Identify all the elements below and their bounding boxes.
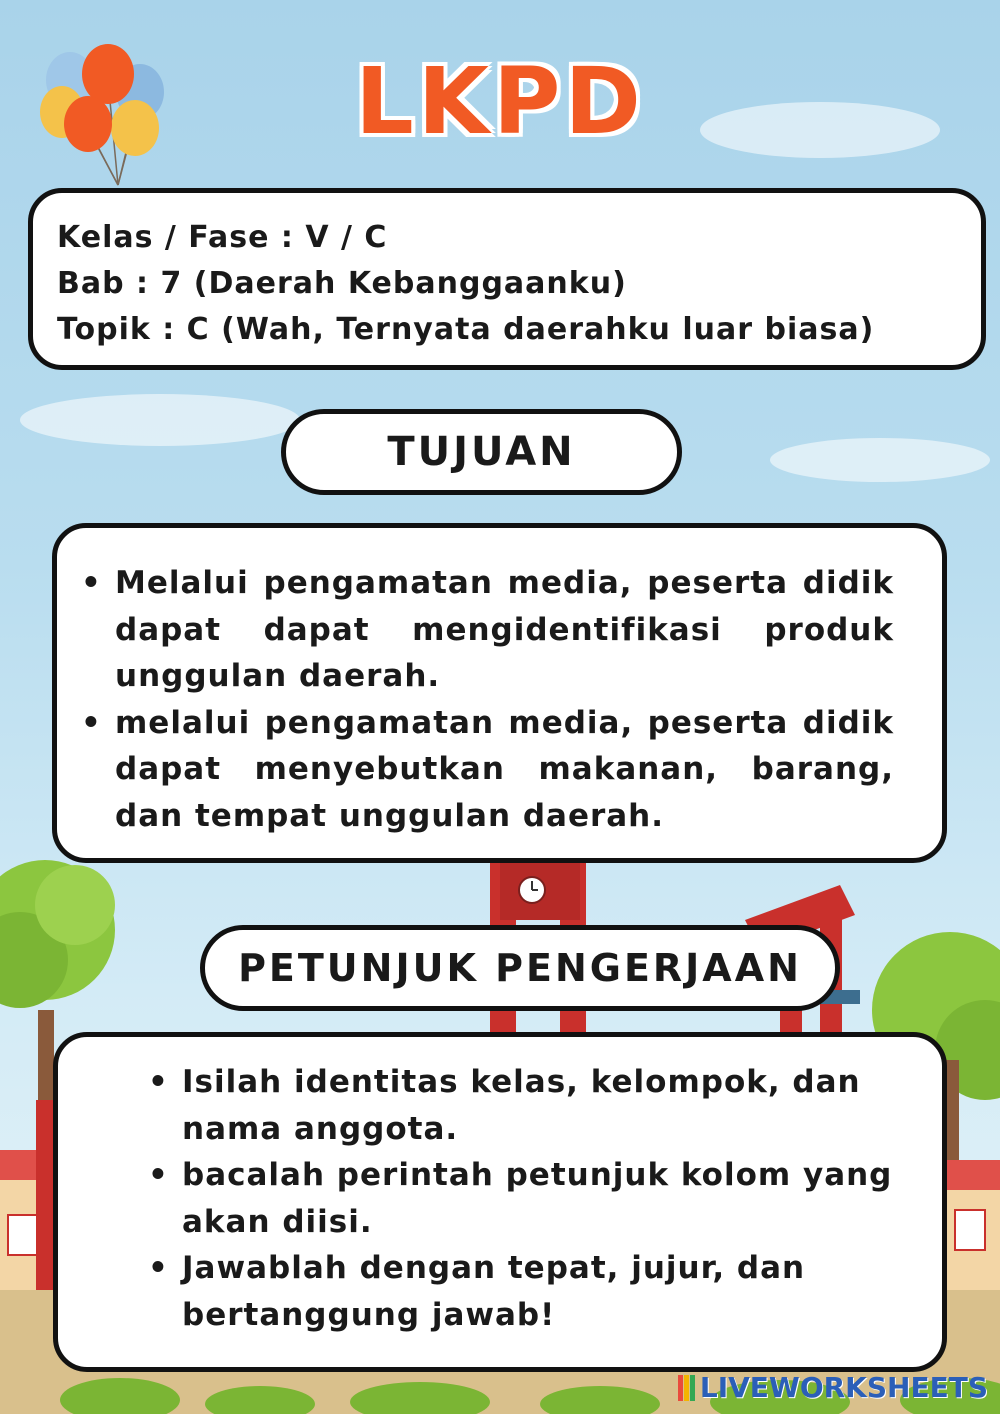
petunjuk-list bbox=[182, 1059, 902, 1338]
shop-illustration-right bbox=[945, 1160, 1000, 1290]
chapter-text: Bab : 7 (Daerah Kebanggaanku) bbox=[57, 266, 627, 301]
petunjuk-heading: PETUNJUK PENGERJAAN bbox=[200, 925, 840, 1011]
topic-text: Topik : C (Wah, Ternyata daerahku luar biasa) bbox=[57, 312, 875, 347]
tujuan-list bbox=[115, 560, 894, 839]
page-title: LKPD bbox=[355, 48, 645, 155]
class-phase-text: Kelas / Fase : V / C bbox=[57, 220, 388, 255]
watermark-text: LIVEWORKSHEETS bbox=[699, 1371, 988, 1404]
tujuan-item: • melalui pengamatan media, peserta didik dapat menyebutkan makanan, barang, dan tempat unggulan daerah. bbox=[115, 700, 894, 840]
liveworksheets-watermark[interactable] bbox=[678, 1371, 988, 1404]
petunjuk-item: • bacalah perintah petunjuk kolom yang akan diisi. bbox=[182, 1152, 902, 1245]
tujuan-item: • Melalui pengamatan media, peserta didik dapat dapat mengidentifikasi produk unggulan daerah. bbox=[115, 560, 894, 700]
tujuan-box bbox=[52, 523, 947, 863]
petunjuk-box bbox=[53, 1032, 947, 1372]
liveworksheets-logo-icon bbox=[678, 1375, 696, 1401]
petunjuk-item: • Jawablah dengan tepat, jujur, dan bertanggung jawab! bbox=[182, 1245, 902, 1338]
petunjuk-item: • Isilah identitas kelas, kelompok, dan nama anggota. bbox=[182, 1059, 902, 1152]
tujuan-heading: TUJUAN bbox=[281, 409, 682, 495]
identity-box bbox=[28, 188, 986, 370]
